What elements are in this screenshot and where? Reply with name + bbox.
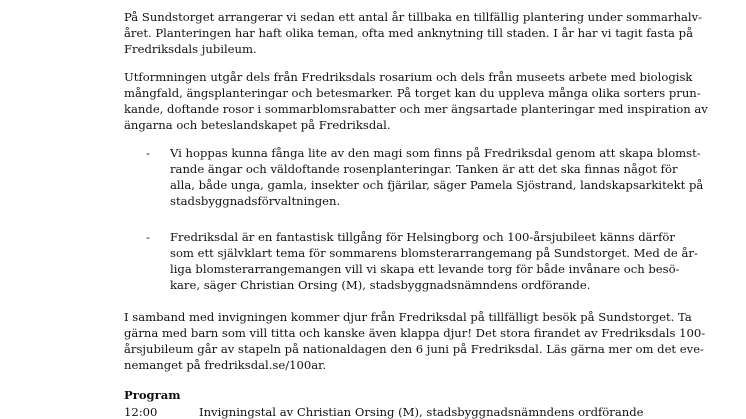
paragraph-2-line-4: ängarna och beteslandskapet på Fredriksdal. [124, 118, 391, 132]
program-item-time: 12:00 [124, 405, 158, 419]
quote-1-line-4: stadsbyggnadsförvaltningen. [170, 194, 341, 208]
paragraph-2-line-2: mångfald, ängsplanteringar och betesmarker. På torget kan du uppleva många olika sorters prun- [124, 86, 701, 100]
quote-2-line-1: Fredriksdal är en fantastisk tillgång för Helsingborg och 100-årsjubileet känns därför [170, 230, 675, 244]
paragraph-1-line-3: Fredriksdals jubileum. [124, 42, 257, 56]
paragraph-2-line-3: kande, doftande rosor i sommarblomsrabatter och mer ängsartade planteringar med inspiration av [124, 102, 708, 116]
paragraph-3-line-1: I samband med invigningen kommer djur från Fredriksdal på tillfälligt besök på Sundstorget. Ta [124, 310, 692, 324]
quote-1-line-1: Vi hoppas kunna fånga lite av den magi som finns på Fredriksdal genom att skapa blomst- [170, 146, 701, 160]
paragraph-1-line-1: På Sundstorget arrangerar vi sedan ett antal år tillbaka en tillfällig plantering under sommarhalv- [124, 10, 703, 24]
quote-2-bullet: - [146, 230, 150, 244]
paragraph-3-line-4: nemanget på fredriksdal.se/100ar. [124, 358, 327, 372]
quote-1-line-2: rande ängar och väldoftande rosenplanteringar. Tanken är att det ska finnas något för [170, 162, 678, 176]
quote-2-line-2: som ett självklart tema för sommarens blomsterarrangemang på Sundstorget. Med de år- [170, 246, 698, 260]
paragraph-3-line-2: gärna med barn som vill titta och kanske även klappa djur! Det stora firandet av Fredriksdals 100- [124, 326, 706, 340]
quote-2-line-4: kare, säger Christian Orsing (M), stadsbyggnadsnämndens ordförande. [170, 278, 591, 292]
paragraph-2-line-1: Utformningen utgår dels från Fredriksdals rosarium och dels från museets arbete med biologisk [124, 70, 693, 84]
paragraph-1-line-2: året. Planteringen har haft olika teman, ofta med anknytning till staden. I år har vi tagit fasta på [124, 26, 693, 40]
quote-1-bullet: - [146, 146, 150, 160]
program-heading: Program [124, 388, 181, 402]
quote-2-line-3: liga blomsterarrangemangen vill vi skapa ett levande torg för både invånare och besö- [170, 262, 680, 276]
quote-1-line-3: alla, både unga, gamla, insekter och fjärilar, säger Pamela Sjöstrand, landskapsarkitekt på [170, 178, 704, 192]
program-item-text: Invigningstal av Christian Orsing (M), stadsbyggnadsnämndens ordförande [199, 405, 644, 419]
paragraph-3-line-3: årsjubileum går av stapeln på nationaldagen den 6 juni på Fredriksdal. Läs gärna mer om det eve- [124, 342, 704, 356]
